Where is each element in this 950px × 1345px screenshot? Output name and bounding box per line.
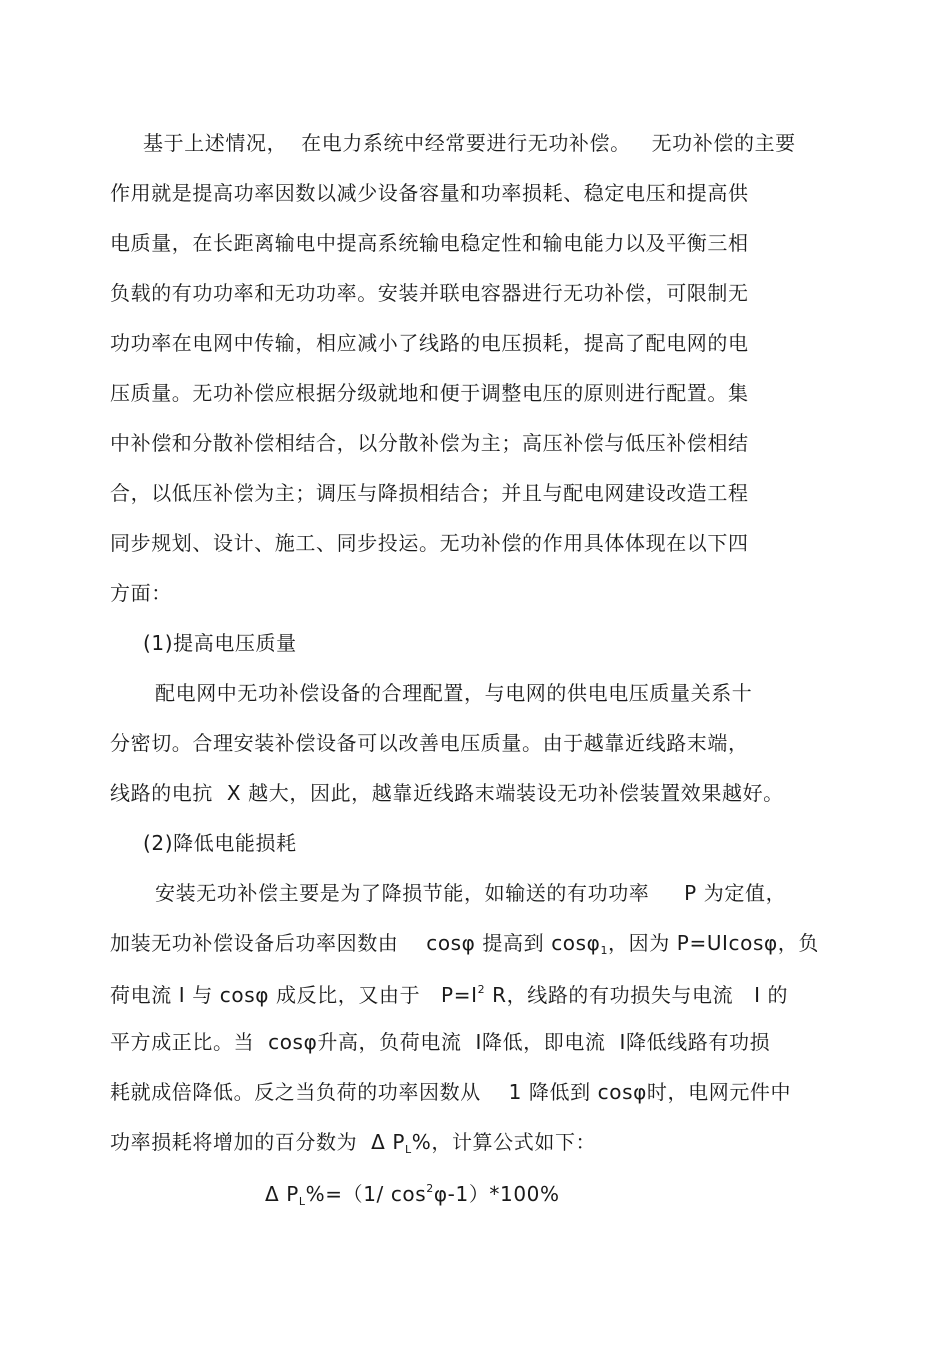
text-seg: 功率损耗将增加的百分数为 Δ P bbox=[110, 1130, 406, 1154]
text-line-8: 合，以低压补偿为主；调压与降损相结合；并且与配电网建设改造工程 bbox=[110, 481, 749, 505]
text-line-2: 作用就是提高功率因数以减少设备容量和功率损耗、稳定电压和提高供 bbox=[110, 181, 749, 205]
section-heading-1: (1)提高电压质量 bbox=[143, 631, 297, 655]
formula-seg: %=（1/ cos bbox=[305, 1182, 427, 1206]
text-line-18 bbox=[110, 983, 788, 1007]
subscript: L bbox=[405, 1143, 412, 1156]
text-line-5: 功功率在电网中传输，相应减小了线路的电压损耗，提高了配电网的电 bbox=[110, 331, 749, 355]
text-line-21 bbox=[110, 1130, 596, 1154]
formula-subscript: L bbox=[298, 1195, 306, 1208]
text-line-17 bbox=[110, 931, 819, 955]
text-line-20: 耗就成倍降低。反之当负荷的功率因数从 1 降低到 cosφ时，电网元件中 bbox=[110, 1080, 792, 1104]
text-seg: R，线路的有功损失与电流 I 的 bbox=[485, 983, 789, 1007]
text-seg: 荷电流 I 与 cosφ 成反比，又由于 P=I bbox=[110, 983, 478, 1007]
subscript: 1 bbox=[600, 944, 609, 957]
section-heading-2: (2)降低电能损耗 bbox=[143, 831, 297, 855]
text-line-13: 分密切。合理安装补偿设备可以改善电压质量。由于越靠近线路末端， bbox=[110, 731, 749, 755]
formula bbox=[265, 1182, 560, 1206]
text-line-4: 负载的有功功率和无功功率。安装并联电容器进行无功补偿，可限制无 bbox=[110, 281, 749, 305]
text-line-7: 中补偿和分散补偿相结合，以分散补偿为主；高压补偿与低压补偿相结 bbox=[110, 431, 749, 455]
text-seg: 加装无功补偿设备后功率因数由 cosφ 提高到 cosφ bbox=[110, 931, 601, 955]
text-line-10: 方面： bbox=[110, 581, 172, 605]
text-seg: ，因为 P=UIcosφ，负 bbox=[608, 931, 820, 955]
superscript: 2 bbox=[477, 983, 486, 996]
text-line-1: 基于上述情况， 在电力系统中经常要进行无功补偿。 无功补偿的主要 bbox=[143, 131, 796, 155]
text-line-19: 平方成正比。当 cosφ升高，负荷电流 I降低，即电流 I降低线路有功损 bbox=[110, 1030, 771, 1054]
text-line-12: 配电网中无功补偿设备的合理配置，与电网的供电电压质量关系十 bbox=[155, 681, 753, 705]
text-line-16: 安装无功补偿主要是为了降损节能，如输送的有功功率 P 为定值， bbox=[155, 881, 787, 905]
text-seg: %，计算公式如下： bbox=[411, 1130, 597, 1154]
text-line-6: 压质量。无功补偿应根据分级就地和便于调整电压的原则进行配置。集 bbox=[110, 381, 749, 405]
text-line-14: 线路的电抗 X 越大，因此，越靠近线路末端装设无功补偿装置效果越好。 bbox=[110, 781, 784, 805]
text-line-9: 同步规划、设计、施工、同步投运。无功补偿的作用具体体现在以下四 bbox=[110, 531, 749, 555]
text-line-3: 电质量，在长距离输电中提高系统输电稳定性和输电能力以及平衡三相 bbox=[110, 231, 749, 255]
formula-superscript: 2 bbox=[426, 1182, 434, 1195]
formula-seg: Δ P bbox=[265, 1182, 299, 1206]
formula-seg: φ-1）*100% bbox=[433, 1182, 560, 1206]
